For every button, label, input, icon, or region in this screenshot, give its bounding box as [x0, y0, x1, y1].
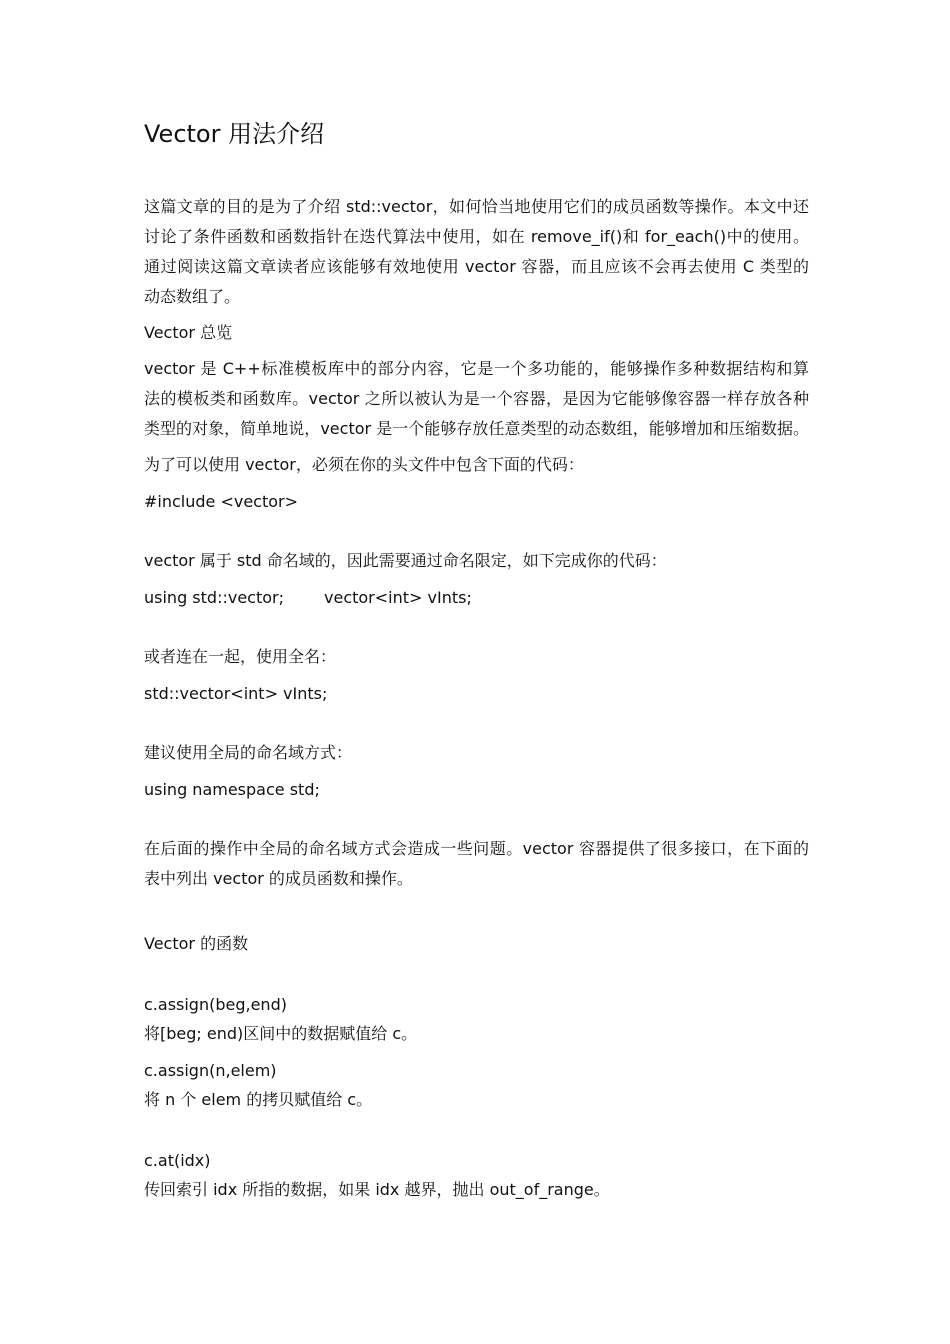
function-signature: c.assign(beg,end)	[144, 995, 287, 1014]
include-code: #include <vector>	[144, 492, 299, 511]
using-declaration: using std::vector;	[144, 588, 284, 607]
issue-line-1: 在后面的操作中全局的命名域方式会造成一些问题。vector 容器提供了很多接口，在下面的	[144, 839, 809, 858]
overview-line-3: 类型的对象，简单地说，vector 是一个能够存放任意类型的动态数组，能够增加和压缩数据。	[144, 419, 809, 438]
fullname-code: std::vector<int> vInts;	[144, 684, 328, 703]
global-namespace-code: using namespace std;	[144, 780, 320, 799]
namespace-intro: vector 属于 std 命名域的，因此需要通过命名限定，如下完成你的代码：	[144, 551, 667, 570]
intro-line-1: 这篇文章的目的是为了介绍 std::vector，如何恰当地使用它们的成员函数等操作。本文中还	[144, 197, 809, 216]
functions-heading: Vector 的函数	[144, 934, 249, 953]
global-namespace-intro: 建议使用全局的命名域方式：	[144, 743, 353, 762]
function-description: 将[beg; end)区间中的数据赋值给 c。	[144, 1024, 418, 1043]
issue-line-2: 表中列出 vector 的成员函数和操作。	[144, 869, 413, 888]
function-description: 传回索引 idx 所指的数据，如果 idx 越界，抛出 out_of_range。	[144, 1180, 610, 1199]
overview-line-2: 法的模板类和函数库。vector 之所以被认为是一个容器，是因为它能够像容器一样存放各种	[144, 389, 809, 408]
intro-line-4: 动态数组了。	[144, 287, 241, 306]
function-signature: c.assign(n,elem)	[144, 1061, 277, 1080]
function-signature: c.at(idx)	[144, 1151, 211, 1170]
fullname-intro: 或者连在一起，使用全名：	[144, 647, 337, 666]
page-title: Vector 用法介绍	[144, 120, 325, 148]
intro-line-3: 通过阅读这篇文章读者应该能够有效地使用 vector 容器，而且应该不会再去使用 C 类型的	[144, 257, 809, 276]
using-declaration-code	[144, 587, 472, 609]
vector-variable-declaration: vector<int> vInts;	[324, 588, 472, 607]
overview-line-1: vector 是 C++标准模板库中的部分内容，它是一个多功能的，能够操作多种数据结构和算	[144, 359, 809, 378]
include-intro: 为了可以使用 vector，必须在你的头文件中包含下面的代码：	[144, 455, 584, 474]
intro-line-2: 讨论了条件函数和函数指针在迭代算法中使用，如在 remove_if()和 for_each()中的使用。	[144, 227, 809, 246]
overview-heading: Vector 总览	[144, 323, 233, 342]
function-description: 将 n 个 elem 的拷贝赋值给 c。	[144, 1090, 373, 1109]
